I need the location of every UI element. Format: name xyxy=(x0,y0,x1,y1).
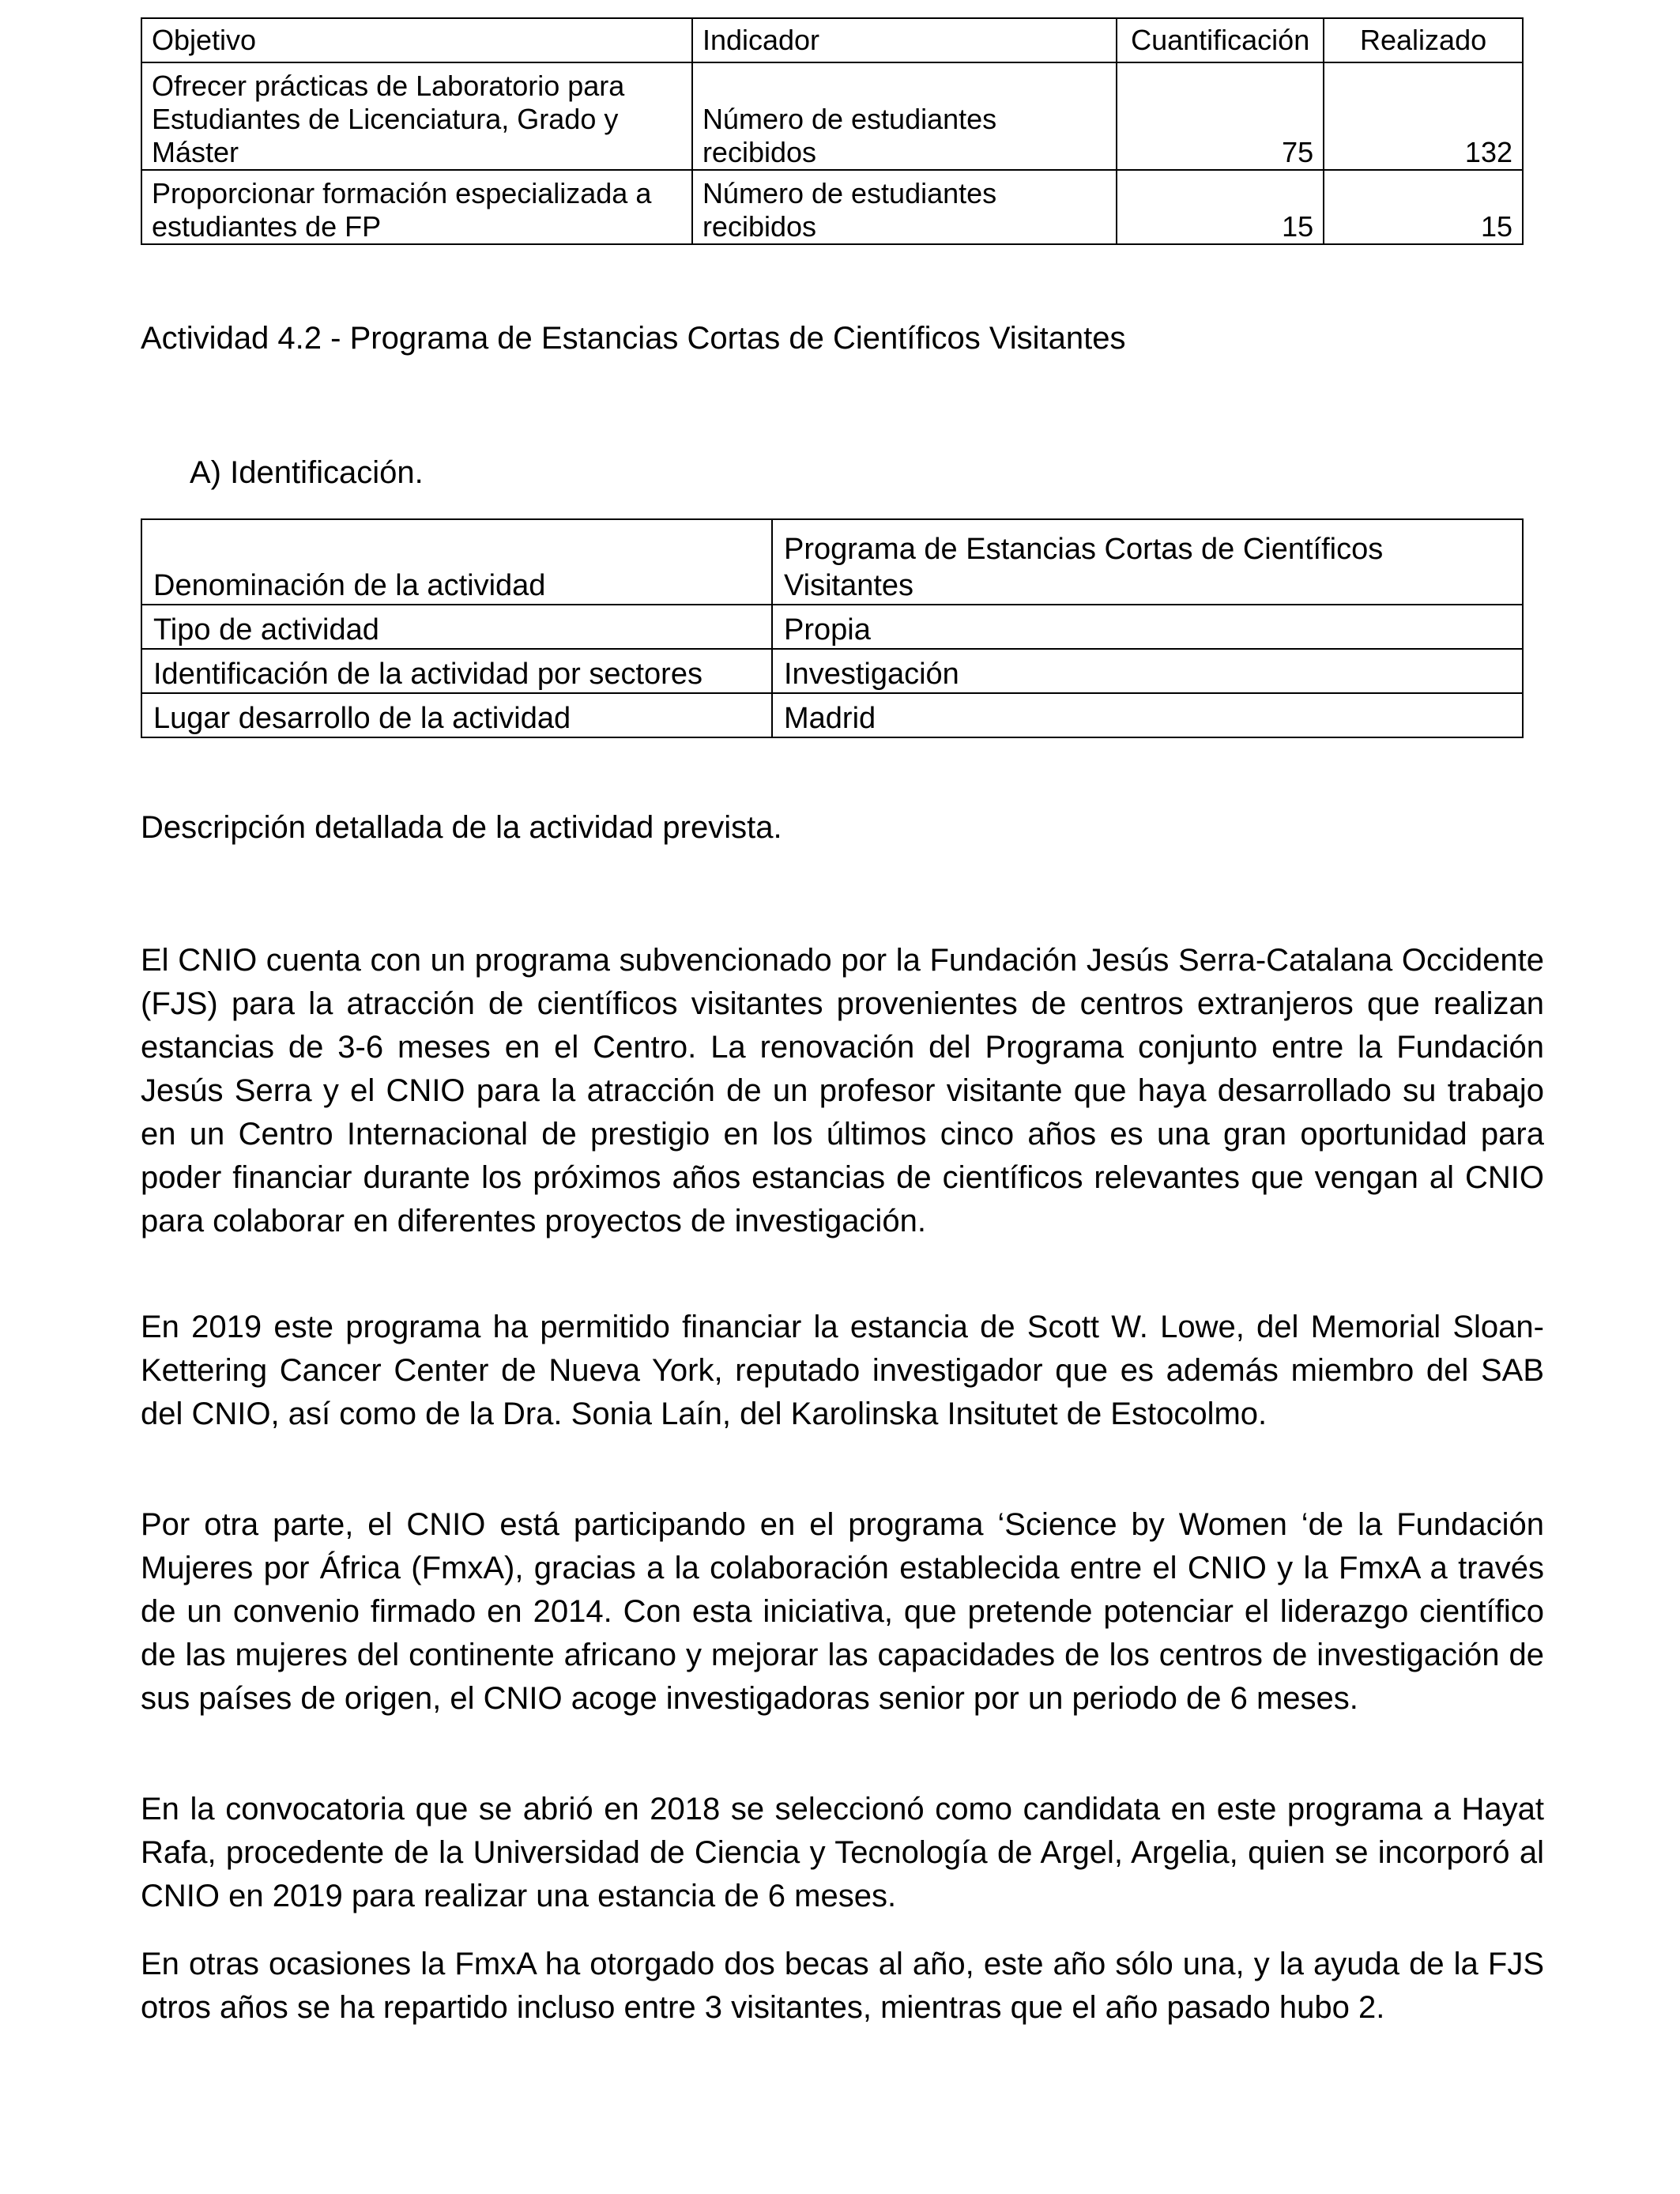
activity-heading: Actividad 4.2 - Programa de Estancias Cortas de Científicos Visitantes xyxy=(141,321,1126,356)
paragraph: Por otra parte, el CNIO está participando en el programa ‘Science by Women ‘de la Fundación Mujeres por África (FmxA), gracias a la colaboración establecida entre el CNIO y la FmxA a través de un convenio firmado en 2014. Con esta iniciativa, que pretende potenciar el liderazgo científico de las mujeres del continente africano y mejorar las capacidades de los centros de investigación de sus países de origen, el CNIO acoge investigadoras senior por un periodo de 6 meses. xyxy=(141,1507,1544,1716)
paragraph: En la convocatoria que se abrió en 2018 se seleccionó como candidata en este programa a Hayat Rafa, procedente de la Universidad de Ciencia y Tecnología de Argel, Argelia, quien se incorporó al CNIO en 2019 para realizar una estancia de 6 meses. xyxy=(141,1792,1544,1913)
cell-objetivo: Proporcionar formación especializada a estudiantes de FP xyxy=(141,170,692,244)
table-row xyxy=(141,693,1523,737)
cell-label: Identificación de la actividad por sectores xyxy=(141,649,772,693)
table-row xyxy=(141,649,1523,693)
cell-indicador: Número de estudiantes recibidos xyxy=(692,62,1117,170)
header-objetivo: Objetivo xyxy=(141,18,692,62)
cell-value: Programa de Estancias Cortas de Científicos Visitantes xyxy=(772,519,1523,605)
table-header-row xyxy=(141,18,1523,62)
cell-indicador: Número de estudiantes recibidos xyxy=(692,170,1117,244)
cell-realizado: 132 xyxy=(1324,62,1523,170)
header-cuantificacion: Cuantificación xyxy=(1117,18,1324,62)
cell-cuantificacion: 15 xyxy=(1117,170,1324,244)
paragraph: En 2019 este programa ha permitido financiar la estancia de Scott W. Lowe, del Memorial Sloan- Kettering Cancer Center de Nueva York, reputado investigador que es además miembro del SAB del CNIO, así como de la Dra. Sonia Laín, del Karolinska Insitutet de Estocolmo. xyxy=(141,1310,1544,1431)
cell-objetivo: Ofrecer prácticas de Laboratorio para Estudiantes de Licenciatura, Grado y Máster xyxy=(141,62,692,170)
table-row xyxy=(141,170,1523,244)
paragraph: El CNIO cuenta con un programa subvencionado por la Fundación Jesús Serra-Catalana Occidente (FJS) para la atracción de científicos visitantes provenientes de centros extranjeros que realizan estancias de 3-6 meses en el Centro. La renovación del Programa conjunto entre la Fundación Jesús Serra y el CNIO para la atracción de un profesor visitante que haya desarrollado su trabajo en un Centro Internacional de prestigio en los últimos cinco años es una gran oportunidad para poder financiar durante los próximos años estancias de científicos relevantes que vengan al CNIO para colaborar en diferentes proyectos de investigación. xyxy=(141,943,1544,1238)
cell-label: Denominación de la actividad xyxy=(141,519,772,605)
identification-heading: A) Identificación. xyxy=(190,455,424,490)
table-row xyxy=(141,62,1523,170)
header-indicador: Indicador xyxy=(692,18,1117,62)
header-realizado: Realizado xyxy=(1324,18,1523,62)
table-row xyxy=(141,605,1523,649)
cell-label: Lugar desarrollo de la actividad xyxy=(141,693,772,737)
cell-cuantificacion: 75 xyxy=(1117,62,1324,170)
cell-realizado: 15 xyxy=(1324,170,1523,244)
description-heading: Descripción detallada de la actividad prevista. xyxy=(141,810,782,845)
cell-value: Madrid xyxy=(772,693,1523,737)
cell-value: Propia xyxy=(772,605,1523,649)
paragraph: En otras ocasiones la FmxA ha otorgado dos becas al año, este año sólo una, y la ayuda de la FJS otros años se ha repartido incluso entre 3 visitantes, mientras que el año pasado hubo 2. xyxy=(141,1947,1544,2025)
cell-value: Investigación xyxy=(772,649,1523,693)
objectives-table xyxy=(141,17,1524,245)
cell-label: Tipo de actividad xyxy=(141,605,772,649)
table-row xyxy=(141,519,1523,605)
identification-table xyxy=(141,518,1524,738)
